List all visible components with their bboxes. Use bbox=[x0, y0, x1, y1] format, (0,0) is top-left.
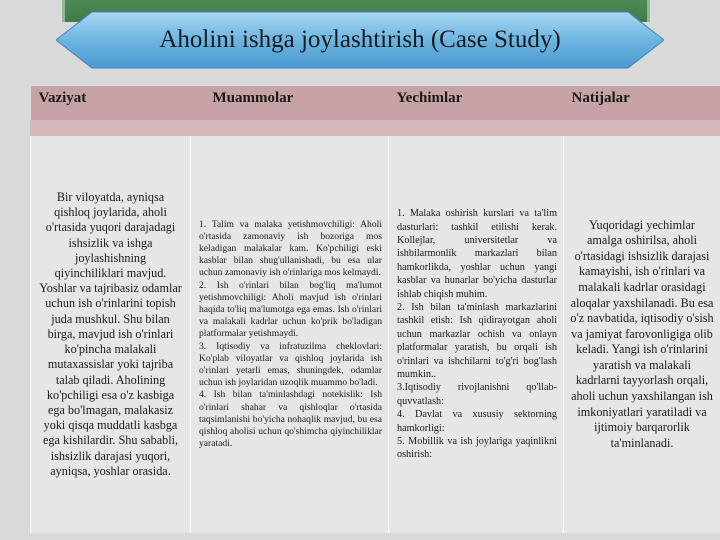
solution-item: 5. Mobillik va ish joylariga yaqinlikni oshirish: bbox=[397, 436, 557, 461]
header-solutions: Yechimlar bbox=[389, 86, 564, 128]
header-problems: Muammolar bbox=[191, 86, 389, 128]
problem-item: 2. Ish o'rinlari bilan bog'liq ma'lumot yetishmovchiligi: Aholi mavjud ish o'rinlari haqida to'liq ma'lumotga ega emas. Ish o'rinlari va malakali kadrlar uchun ko'prik bo'ladigan platformalar yetishmaydi. bbox=[199, 279, 382, 340]
problem-item: 3. Iqtisodiy va infratuzilma cheklovlari: Ko'plab viloyatlar va qishloq joylarida ish o'rinlari yetarli emas, shuningdek, odamlar uchun ish joylaridan uzoqlik muammo bo'ladi. bbox=[199, 340, 382, 389]
solution-item: 2. Ish bilan ta'minlash markazlarini tashkil etish: Ish qidirayotgan aholi uchun markazlar ochish va onlayn platformalar yaratish, bu orqali ish o'rinlari va ishchilarni to'g'ri bog'lash mumkin.. bbox=[397, 301, 557, 381]
problems-cell bbox=[191, 128, 389, 533]
solution-item: 3.Iqtisodiy rivojlanishni qo'llab-quvvatlash: bbox=[397, 382, 557, 407]
title-banner bbox=[56, 10, 664, 70]
problem-item: 4. Ish bilan ta'minlashdagi notekislik: Ish o'rinlari shahar va qishloqlar o'rtasida taqsimlanishi bo'yicha nohaqlik mavjud, bu esa qishloq aholisi uchun qo'shimcha qiyinchiliklar yaratadi. bbox=[199, 389, 382, 450]
solutions-cell bbox=[389, 128, 564, 533]
problem-item: 1. Talim va malaka yetishmovchiligi: Aholi o'rtasida zamonaviy ish bozoriga mos keladigan malakalar kam. Ko'pchiligi eski kasblar bilan shug'ullanishadi, bu esa ular uchun zamonaviy ish o'rinlariga mos kelmaydi. bbox=[199, 218, 382, 279]
page-title: Aholini ishga joylashtirish (Case Study) bbox=[159, 26, 561, 53]
situation-cell: Bir viloyatda, ayniqsa qishloq joylarida, aholi o'rtasida yuqori darajadagi ishsizlik va ishga joylashishning qiyinchiliklari mavjud. Yoshlar va tajribasiz odamlar uchun ish o'rinlarini topish juda mushkul. Shu bilan birga, mavjud ish o'rinlari ko'pincha malakali mutaxassislar yoki tajriba talab qiladi. Aholining ko'pchiligi esa o'z kasbiga ega bo'lmagan, malakasiz yoki qisqa muddatli kasbga ega kishilardir. Shu sababli, ishsizlik darajasi yuqori, ayniqsa, yoshlar orasida. bbox=[31, 128, 191, 533]
case-study-table bbox=[30, 86, 720, 533]
header-results: Natijalar bbox=[564, 86, 720, 128]
solution-item: 1. Malaka oshirish kurslari va ta'lim dasturlari: tashkil etilishi kerak. Kollejlar, universitetlar va ishbilarmonlik markazlari bilan hamkorlikda, yoshlar uchun yangi kasblar va hunarlar bo'yicha dasturlar ishlab chiqish muhim. bbox=[397, 208, 557, 300]
results-cell: Yuqoridagi yechimlar amalga oshirilsa, aholi o'rtasidagi ishsizlik darajasi kamayishi, ish o'rinlari va malakali kadrlar orasidagi aloqalar yaxshilanadi. Bu esa o'z navbatida, iqtisodiy o'sish va jamiyat farovonligiga olib keladi. Yangi ish o'rinlarini yaratish va malakali kadrlarni tayyorlash orqali, aholi uchun yaxshilangan ish imkoniyatlari yaratiladi va ijtimoiy barqarorlik ta'minlanadi. bbox=[564, 128, 720, 533]
header-situation: Vaziyat bbox=[31, 86, 191, 128]
solution-item: 4. Davlat va xususiy sektorning hamkorligi: bbox=[397, 409, 557, 434]
table-row bbox=[31, 128, 720, 533]
table-header-row bbox=[31, 86, 720, 128]
